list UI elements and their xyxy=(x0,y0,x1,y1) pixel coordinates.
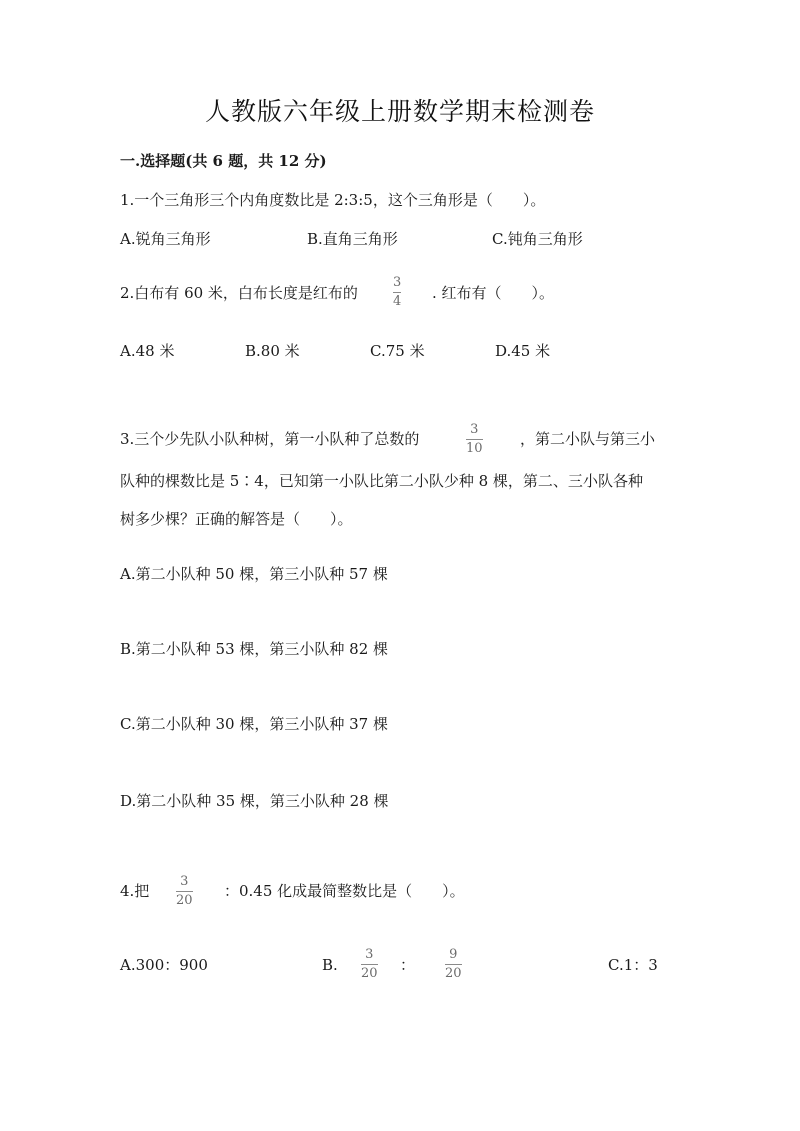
question-4-option-b-colon: ： xyxy=(400,956,416,974)
fraction-denominator: 10 xyxy=(466,441,483,456)
question-4-fraction xyxy=(176,875,193,908)
question-4-text-after: ：0.45 化成最简整数比是（ ）。 xyxy=(224,882,465,900)
question-4-option-a: A.300：900 xyxy=(120,956,208,974)
question-4-option-b-fraction-1 xyxy=(361,948,378,981)
fraction-bar xyxy=(466,439,483,440)
fraction-denominator: 4 xyxy=(393,294,402,309)
question-2-option-b: B.80 米 xyxy=(245,342,300,360)
fraction-denominator: 20 xyxy=(361,966,378,981)
question-1-option-a: A.锐角三角形 xyxy=(120,230,211,248)
fraction-numerator: 3 xyxy=(365,947,374,962)
question-3-option-c: C.第二小队种 30 棵，第三小队种 37 棵 xyxy=(120,715,388,733)
question-2-option-c: C.75 米 xyxy=(370,342,425,360)
fraction-bar xyxy=(393,292,401,293)
fraction-numerator: 9 xyxy=(449,947,458,962)
question-3-option-d: D.第二小队种 35 棵，第三小队种 28 棵 xyxy=(120,792,389,810)
section-heading: 一.选择题(共 6 题，共 12 分) xyxy=(120,152,327,170)
question-4-option-c: C.1：3 xyxy=(608,956,658,974)
question-3-option-a: A.第二小队种 50 棵，第三小队种 57 棵 xyxy=(120,565,388,583)
question-3-line-2: 队种的棵数比是 5∶4，已知第一小队比第二小队少种 8 棵，第二、三小队各种 xyxy=(120,472,643,490)
question-1-text: 1.一个三角形三个内角度数比是 2:3:5，这个三角形是（ ）。 xyxy=(120,191,546,209)
question-3-text-before: 3.三个少先队小队种树，第一小队种了总数的 xyxy=(120,430,420,448)
fraction-numerator: 3 xyxy=(470,422,479,437)
question-1-option-b: B.直角三角形 xyxy=(307,230,398,248)
question-4-option-b-label: B. xyxy=(322,956,338,974)
question-4-text-before: 4.把 xyxy=(120,882,150,900)
question-3-text-after: ，第二小队与第三小 xyxy=(520,430,656,448)
question-2-fraction xyxy=(393,276,401,309)
fraction-denominator: 20 xyxy=(445,966,462,981)
question-1-option-c: C.钝角三角形 xyxy=(492,230,583,248)
question-2-option-a: A.48 米 xyxy=(120,342,175,360)
question-2-text-before: 2.白布有 60 米，白布长度是红布的 xyxy=(120,284,358,302)
fraction-bar xyxy=(445,964,462,965)
question-4-option-b-fraction-2 xyxy=(445,948,462,981)
fraction-bar xyxy=(361,964,378,965)
question-3-fraction xyxy=(466,423,483,456)
fraction-numerator: 3 xyxy=(180,874,189,889)
fraction-denominator: 20 xyxy=(176,893,193,908)
fraction-bar xyxy=(176,891,193,892)
question-3-option-b: B.第二小队种 53 棵，第三小队种 82 棵 xyxy=(120,640,389,658)
question-2-option-d: D.45 米 xyxy=(495,342,551,360)
page-title: 人教版六年级上册数学期末检测卷 xyxy=(204,97,595,126)
question-2-text-after: . 红布有（ ）。 xyxy=(432,284,555,302)
question-3-line-3: 树多少棵？正确的解答是（ ）。 xyxy=(120,510,353,528)
fraction-numerator: 3 xyxy=(393,275,402,290)
